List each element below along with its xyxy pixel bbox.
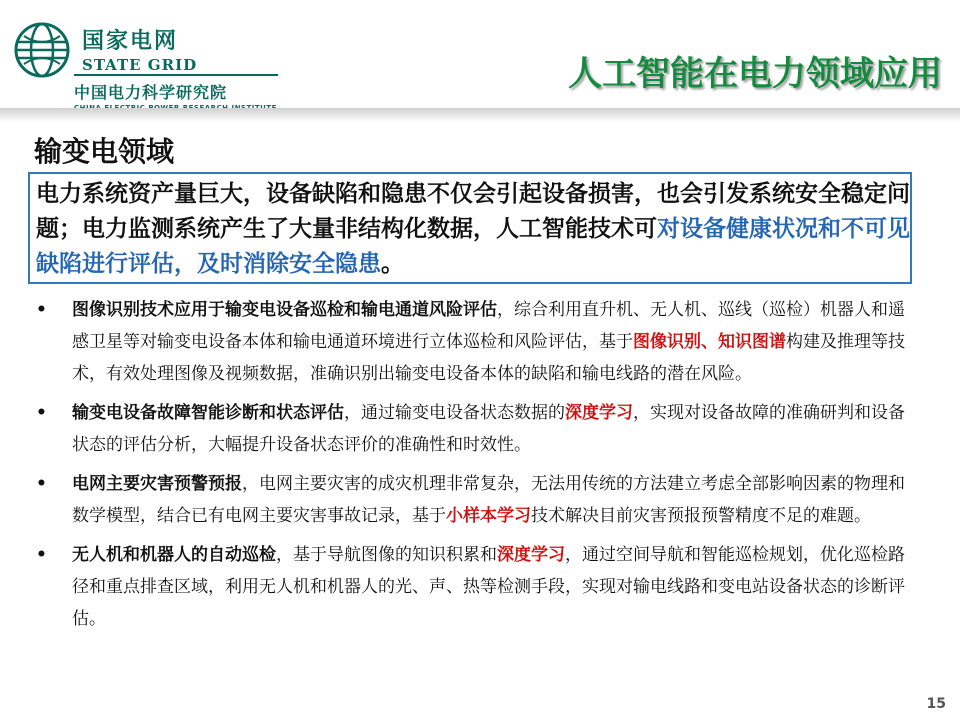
bullet-text: ，实现对设备故障的准确研判和设备状态的评估分析，大幅提升设备状态评价的准确性和时效性。 — [72, 403, 905, 455]
logo-divider — [74, 74, 278, 76]
bullet-item-disaster-warning — [36, 468, 912, 532]
bullet-dot: • — [36, 300, 47, 320]
bullet-heading: 电网主要灾害预警预报 — [72, 474, 242, 494]
logo-institute-cn: 中国电力科学研究院 — [74, 83, 228, 102]
bullet-heading: 输变电设备故障智能诊断和状态评估 — [72, 403, 344, 423]
intro-highlight: 对设备健康状况和不可见缺陷进行评估，及时消除安全隐患 — [36, 216, 910, 277]
bullet-item-image-recognition — [36, 294, 912, 390]
logo-company-en: STATE GRID — [82, 56, 198, 74]
bullet-text: 构建及推理等技术，有效处理图像及视频数据，准确识别出输变电设备本体的缺陷和输电线路的潜在风险。 — [72, 332, 905, 384]
section-heading: 输变电领域 — [34, 135, 175, 168]
bullet-text: ，通过输变电设备状态数据的 — [344, 403, 565, 423]
bullet-dot: • — [36, 403, 47, 423]
bullet-dot: • — [36, 545, 47, 565]
bullet-text: ，基于导航图像的知识积累和 — [276, 545, 497, 565]
bullet-heading: 图像识别技术应用于输变电设备巡检和输电通道风险评估 — [72, 300, 497, 320]
globe-icon — [14, 22, 70, 78]
bullet-text: ，综合利用直升机、无人机、巡线（巡检）机器人和遥感卫星等对输变电设备本体和输电通道环境进行立体巡检和风险评估，基于 — [72, 300, 905, 352]
bullet-keyword: 深度学习 — [497, 545, 565, 565]
intro-box — [28, 172, 912, 284]
bullet-text: ，电网主要灾害的成灾机理非常复杂，无法用传统的方法建立考虑全部影响因素的物理和数学模型，结合已有电网主要灾害事故记录，基于 — [72, 474, 905, 526]
bullet-keyword: 小样本学习 — [446, 506, 531, 526]
header-divider — [0, 108, 960, 122]
bullet-item-auto-inspection — [36, 539, 912, 635]
bullet-item-fault-diagnosis — [36, 397, 912, 461]
bullet-text: ，通过空间导航和智能巡检规划，优化巡检路径和重点排查区域，利用无人机和机器人的光、声、热等检测手段，实现对输电线路和变电站设备状态的诊断评估。 — [72, 545, 905, 629]
bullet-list — [36, 294, 912, 642]
logo-company-cn: 国家电网 — [82, 29, 179, 54]
intro-end: 。 — [381, 251, 404, 277]
bullet-text: 技术解决目前灾害预报预警精度不足的难题。 — [531, 506, 871, 526]
page-number: 15 — [926, 696, 946, 712]
intro-text: 电力系统资产量巨大，设备缺陷和隐患不仅会引起设备损害，也会引发系统安全稳定问题；电力监测系统产生了大量非结构化数据，人工智能技术可 — [36, 181, 910, 242]
bullet-keyword: 深度学习 — [565, 403, 633, 423]
bullet-heading: 无人机和机器人的自动巡检 — [72, 545, 276, 565]
state-grid-logo — [10, 16, 280, 116]
bullet-keyword: 图像识别、知识图谱 — [633, 332, 786, 352]
bullet-dot: • — [36, 474, 47, 494]
slide-title: 人工智能在电力领域应用 — [568, 54, 942, 94]
